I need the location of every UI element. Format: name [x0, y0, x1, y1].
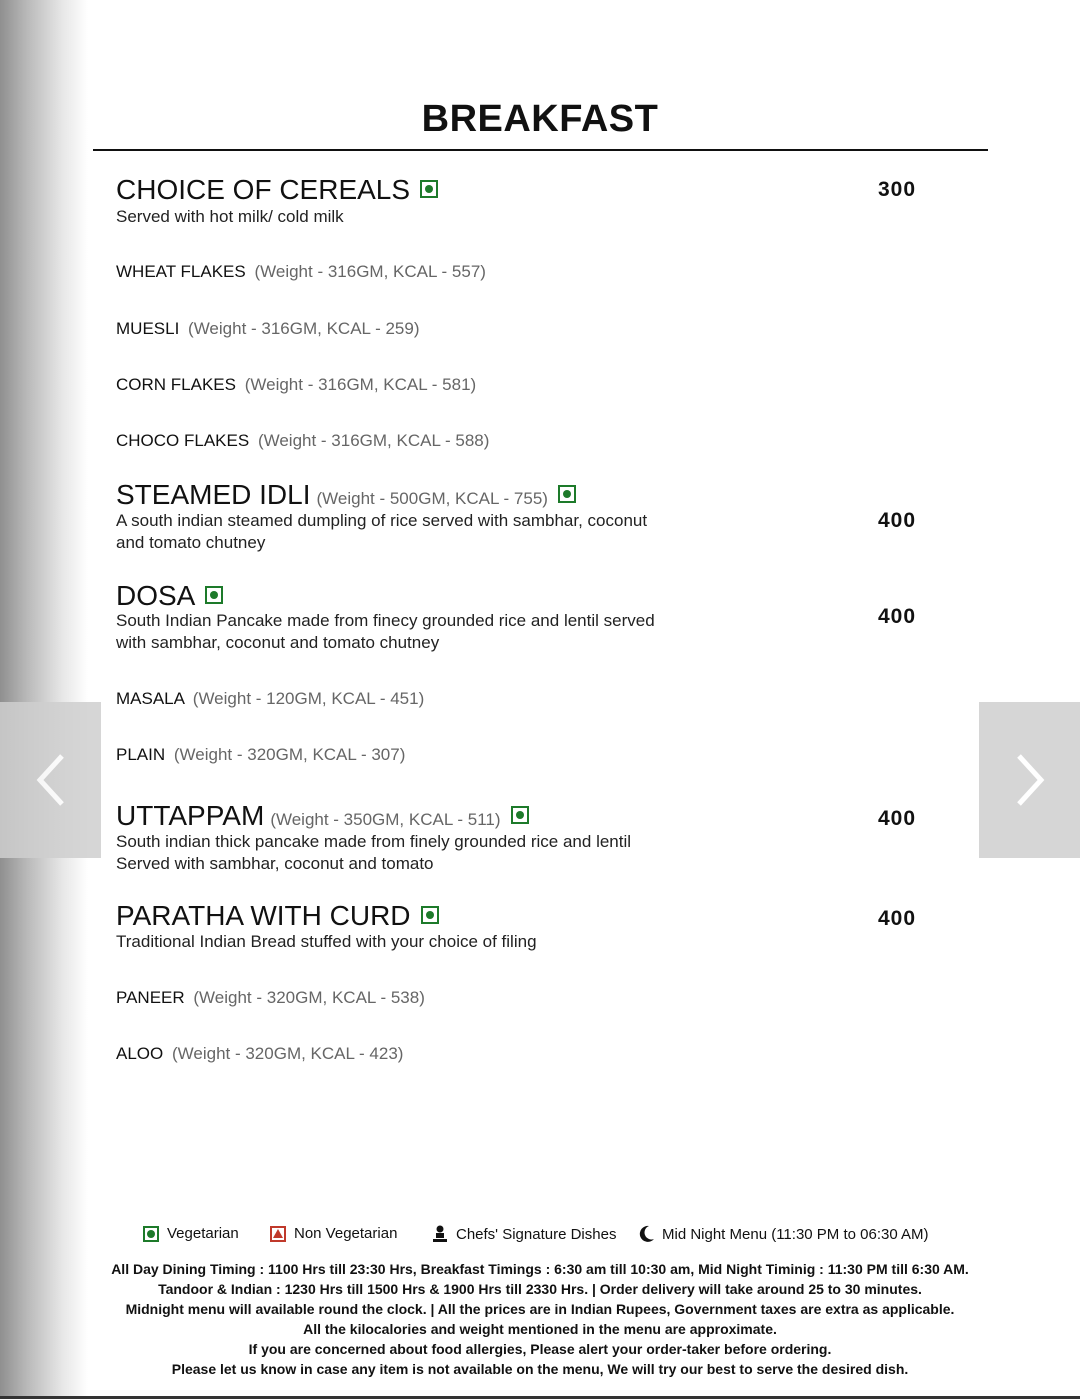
veg-icon — [421, 906, 439, 924]
item-price: 400 — [878, 509, 917, 532]
menu-item-cereals — [116, 174, 438, 206]
item-name: CHOICE OF CEREALS — [116, 174, 411, 205]
moon-icon — [639, 1225, 655, 1243]
note-line: Midnight menu will available round the clock. | All the prices are in Indian Rupees, Government taxes are extra as applicable. — [125, 1301, 955, 1317]
non-veg-icon — [270, 1226, 286, 1242]
item-price: 400 — [878, 605, 917, 628]
subitem-name: PLAIN — [116, 745, 166, 764]
description-line: South indian thick pancake made from finely grounded rice and lentil — [116, 832, 632, 851]
subitem-name: ALOO — [116, 1044, 164, 1063]
note-line: Please let us know in case any item is not available on the menu, We will try our best to serve the desired dish. — [171, 1361, 909, 1377]
page-title: BREAKFAST — [421, 98, 659, 140]
note-line: All Day Dining Timing : 1100 Hrs till 23:30 Hrs, Breakfast Timings : 6:30 am till 10:30 am, Mid Night Timinig : 11:30 PM till 6:30 AM. — [111, 1261, 969, 1277]
legend-signature — [432, 1225, 616, 1243]
veg-icon — [205, 586, 223, 604]
menu-item-dosa — [116, 580, 223, 612]
subitem-weight: (Weight - 120GM, KCAL - 451) — [192, 689, 425, 708]
veg-icon — [558, 485, 576, 503]
item-weight: (Weight - 500GM, KCAL - 755) — [316, 489, 548, 508]
menu-item-paratha — [116, 900, 439, 932]
legend-label: Vegetarian — [167, 1225, 239, 1242]
legend-label: Chefs' Signature Dishes — [456, 1225, 617, 1243]
next-page-button[interactable] — [979, 702, 1080, 858]
description-line: South Indian Pancake made from finecy grounded rice and lentil served — [116, 611, 655, 630]
description-line: Served with sambhar, coconut and tomato — [116, 854, 434, 873]
item-price: 400 — [878, 807, 917, 830]
note-line: If you are concerned about food allergies, Please alert your order-taker before ordering. — [248, 1341, 832, 1357]
item-name: DOSA — [116, 580, 196, 611]
footer-notes — [0, 1259, 1080, 1379]
chef-hat-icon — [432, 1225, 448, 1243]
item-price: 300 — [878, 178, 917, 201]
subitem-name: MUESLI — [116, 319, 180, 338]
item-description — [116, 831, 716, 875]
item-description — [116, 610, 716, 654]
subitem-aloo — [116, 1044, 403, 1064]
chevron-left-icon — [34, 752, 68, 808]
subitem-weight: (Weight - 320GM, KCAL - 538) — [193, 988, 425, 1007]
veg-icon — [143, 1226, 159, 1242]
subitem-name: CORN FLAKES — [116, 375, 236, 394]
subitem-plain — [116, 745, 405, 765]
description-line: A south indian steamed dumpling of rice served with sambhar, coconut — [116, 511, 648, 530]
item-name: UTTAPPAM — [116, 800, 265, 831]
title-divider — [93, 149, 988, 151]
subitem-muesli — [116, 319, 420, 339]
chevron-right-icon — [1013, 752, 1047, 808]
legend-non-vegetarian — [270, 1225, 397, 1242]
subitem-weight: (Weight - 316GM, KCAL - 581) — [244, 375, 477, 394]
subitem-wheat-flakes — [116, 262, 486, 282]
note-line: All the kilocalories and weight mentioned in the menu are approximate. — [303, 1321, 777, 1337]
description-line: with sambhar, coconut and tomato chutney — [116, 633, 440, 652]
page-shadow — [0, 0, 88, 1399]
subitem-paneer — [116, 988, 425, 1008]
subitem-weight: (Weight - 316GM, KCAL - 588) — [257, 431, 490, 450]
legend-midnight — [639, 1225, 929, 1243]
item-description — [116, 510, 716, 554]
subitem-name: CHOCO FLAKES — [116, 431, 250, 450]
subitem-choco-flakes — [116, 431, 489, 451]
subitem-name: WHEAT FLAKES — [116, 262, 246, 281]
subitem-weight: (Weight - 316GM, KCAL - 557) — [254, 262, 486, 281]
legend-label: Mid Night Menu (11:30 PM to 06:30 AM) — [662, 1225, 929, 1243]
description-line: and tomato chutney — [116, 533, 266, 552]
legend-vegetarian — [143, 1225, 239, 1242]
subitem-name: PANEER — [116, 988, 185, 1007]
subitem-weight: (Weight - 316GM, KCAL - 259) — [188, 319, 420, 338]
subitem-masala — [116, 689, 424, 709]
subitem-name: MASALA — [116, 689, 185, 708]
veg-icon — [420, 180, 438, 198]
item-description: Traditional Indian Bread stuffed with your choice of filing — [116, 932, 537, 951]
prev-page-button[interactable] — [0, 702, 101, 858]
subitem-corn-flakes — [116, 375, 476, 395]
note-line: Tandoor & Indian : 1230 Hrs till 1500 Hrs & 1900 Hrs till 2330 Hrs. | Order delivery will take around 25 to 30 minutes. — [158, 1281, 922, 1297]
subitem-weight: (Weight - 320GM, KCAL - 423) — [171, 1044, 404, 1063]
item-name: PARATHA WITH CURD — [116, 900, 411, 931]
subitem-weight: (Weight - 320GM, KCAL - 307) — [173, 745, 406, 764]
veg-icon — [511, 806, 529, 824]
legend-label: Non Vegetarian — [294, 1225, 398, 1242]
menu-item-uttappam — [116, 800, 529, 832]
item-weight: (Weight - 350GM, KCAL - 511) — [270, 810, 501, 829]
item-description: Served with hot milk/ cold milk — [116, 207, 344, 226]
item-price: 400 — [878, 907, 917, 930]
menu-item-idli — [116, 479, 576, 511]
item-name: STEAMED IDLI — [116, 479, 311, 510]
